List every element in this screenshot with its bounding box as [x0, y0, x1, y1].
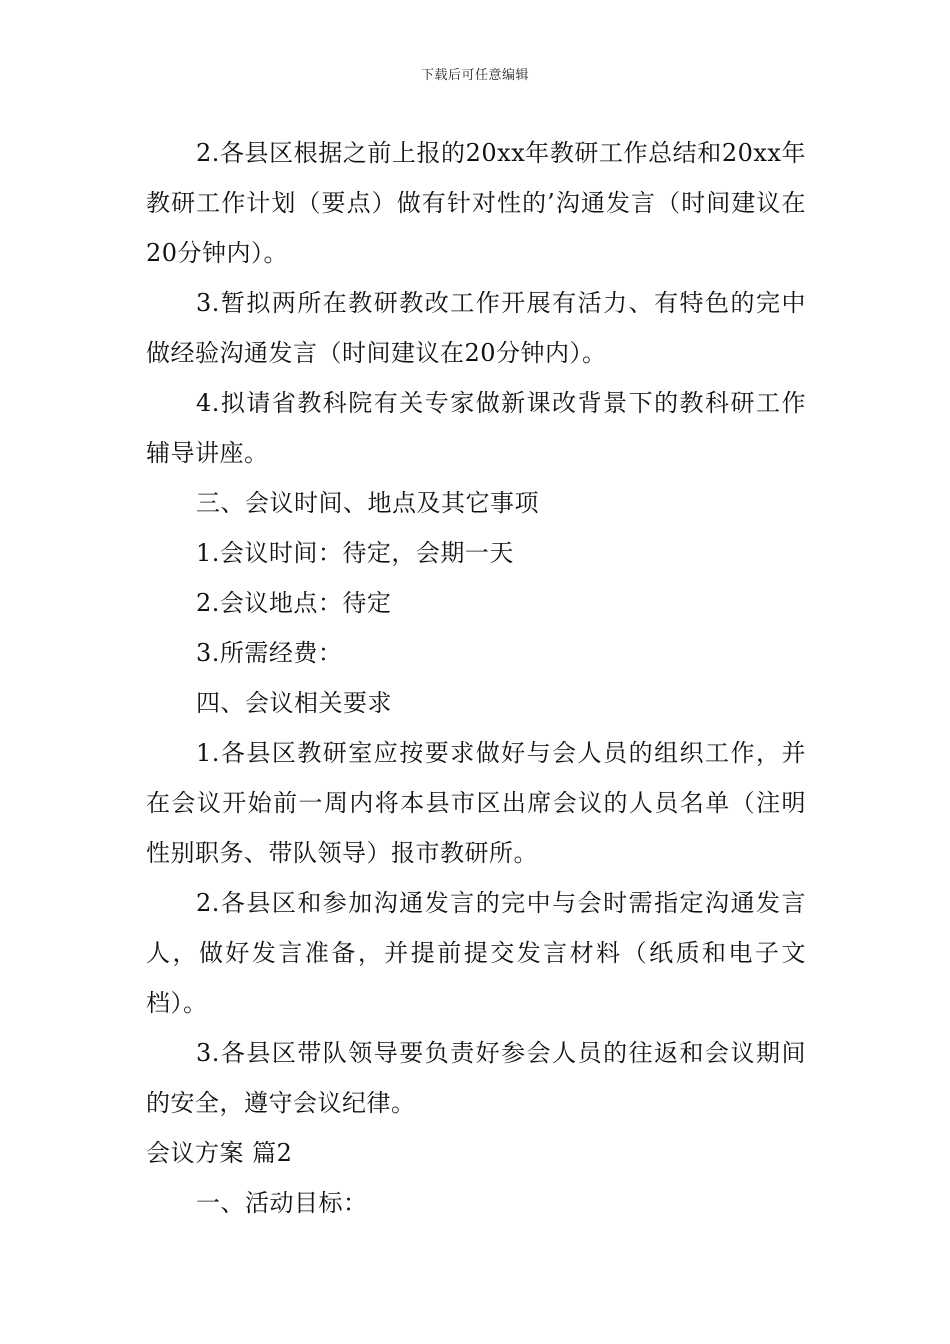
- paragraph-item-2: 2.各县区根据之前上报的20xx年教研工作总结和20xx年教研工作计划（要点）做有针对性的’沟通发言（时间建议在20分钟内）。: [146, 139, 806, 267]
- requirement-item-2: 2.各县区和参加沟通发言的完中与会时需指定沟通发言人，做好发言准备，并提前提交发言材料（纸质和电子文档）。: [146, 889, 806, 1017]
- meeting-time: 1.会议时间：待定，会期一天: [196, 539, 514, 567]
- section-heading-4: 四、会议相关要求: [196, 689, 392, 717]
- meeting-location: 2.会议地点：待定: [196, 589, 392, 617]
- paragraph-item-3: 3.暂拟两所在教研教改工作开展有活力、有特色的完中做经验沟通发言（时间建议在20分钟内）。: [146, 289, 806, 367]
- plan-title: 会议方案 篇2: [146, 1139, 293, 1167]
- requirement-item-3: 3.各县区带队领导要负责好参会人员的往返和会议期间的安全，遵守会议纪律。: [146, 1039, 806, 1117]
- paragraph-item-4: 4.拟请省教科院有关专家做新课改背景下的教科研工作辅导讲座。: [146, 389, 806, 467]
- meeting-budget: 3.所需经费：: [196, 639, 343, 667]
- section-heading-3: 三、会议时间、地点及其它事项: [196, 489, 539, 517]
- page-header: 下载后可任意编辑: [420, 68, 529, 83]
- requirement-item-1: 1.各县区教研室应按要求做好与会人员的组织工作，并在会议开始前一周内将本县市区出席会议的人员名单（注明性别职务、带队领导）报市教研所。: [146, 739, 806, 867]
- section-heading-activity-goals: 一、活动目标：: [196, 1189, 368, 1217]
- document-body: [146, 128, 806, 1228]
